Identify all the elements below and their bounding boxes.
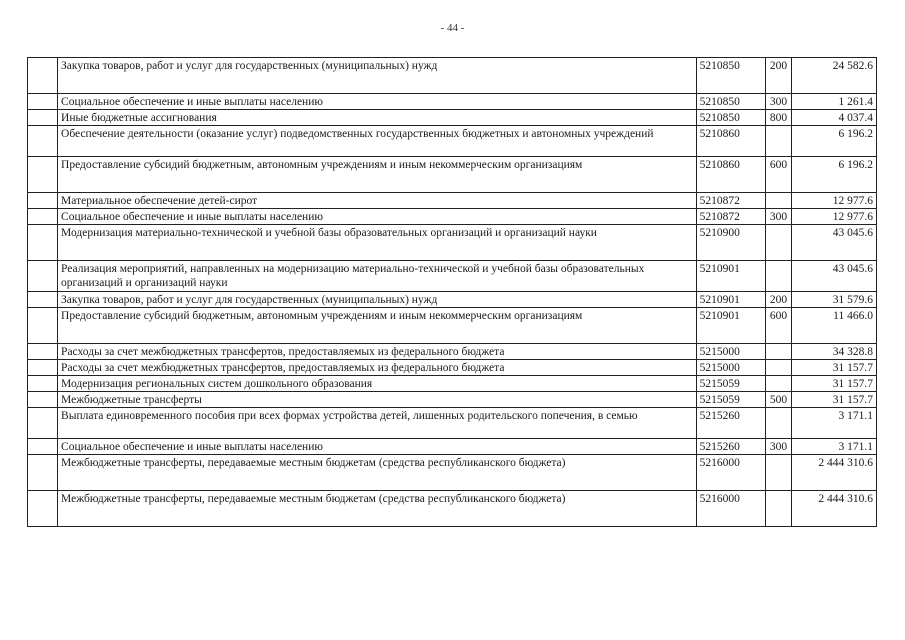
item-name-cell: Межбюджетные трансферты: [58, 392, 697, 408]
target-code-cell: 5210850: [696, 110, 765, 126]
item-name-cell: Модернизация региональных систем дошкольного образования: [58, 376, 697, 392]
amount-cell: 3 171.1: [791, 408, 876, 439]
expense-type-cell: [766, 376, 792, 392]
item-name-cell: Иные бюджетные ассигнования: [58, 110, 697, 126]
amount-cell: 2 444 310.6: [791, 491, 876, 527]
table-row: [28, 376, 877, 392]
amount-cell: 12 977.6: [791, 209, 876, 225]
target-code-cell: 5210901: [696, 308, 765, 344]
expense-type-cell: [766, 225, 792, 261]
table-row: [28, 392, 877, 408]
budget-table: [27, 57, 877, 527]
item-name-cell: Социальное обеспечение и иные выплаты населению: [58, 94, 697, 110]
expense-type-cell: [766, 455, 792, 491]
item-name-cell: Модернизация материально-технической и учебной базы образовательных организаций и организаций науки: [58, 225, 697, 261]
budget-table-body: [28, 58, 877, 527]
expense-type-cell: [766, 193, 792, 209]
item-name-cell: Предоставление субсидий бюджетным, автономным учреждениям и иным некоммерческим организациям: [58, 157, 697, 193]
amount-cell: 4 037.4: [791, 110, 876, 126]
expense-type-cell: [766, 126, 792, 157]
table-row: [28, 292, 877, 308]
target-code-cell: 5210860: [696, 157, 765, 193]
target-code-cell: 5210900: [696, 225, 765, 261]
page-number: - 44 -: [440, 22, 465, 34]
target-code-cell: 5215000: [696, 344, 765, 360]
amount-cell: 31 157.7: [791, 360, 876, 376]
table-row: [28, 439, 877, 455]
amount-cell: 12 977.6: [791, 193, 876, 209]
item-name-cell: Выплата единовременного пособия при всех формах устройства детей, лишенных родительского попечения, в семью: [58, 408, 697, 439]
item-name-cell: Расходы за счет межбюджетных трансфертов, предоставляемых из федерального бюджета: [58, 360, 697, 376]
row-marker-cell: [28, 491, 58, 527]
expense-type-cell: 500: [766, 392, 792, 408]
amount-cell: 6 196.2: [791, 157, 876, 193]
table-row: [28, 126, 877, 157]
target-code-cell: 5215260: [696, 408, 765, 439]
target-code-cell: 5215260: [696, 439, 765, 455]
table-row: [28, 209, 877, 225]
row-marker-cell: [28, 344, 58, 360]
expense-type-cell: [766, 491, 792, 527]
amount-cell: 31 157.7: [791, 376, 876, 392]
table-row: [28, 308, 877, 344]
expense-type-cell: 600: [766, 308, 792, 344]
table-row: [28, 261, 877, 292]
table-row: [28, 344, 877, 360]
amount-cell: 34 328.8: [791, 344, 876, 360]
item-name-cell: Межбюджетные трансферты, передаваемые местным бюджетам (средства республиканского бюджета): [58, 455, 697, 491]
row-marker-cell: [28, 392, 58, 408]
expense-type-cell: 800: [766, 110, 792, 126]
item-name-cell: Расходы за счет межбюджетных трансфертов, предоставляемых из федерального бюджета: [58, 344, 697, 360]
expense-type-cell: 200: [766, 58, 792, 94]
row-marker-cell: [28, 94, 58, 110]
amount-cell: 11 466.0: [791, 308, 876, 344]
amount-cell: 24 582.6: [791, 58, 876, 94]
expense-type-cell: [766, 360, 792, 376]
target-code-cell: 5215059: [696, 376, 765, 392]
item-name-cell: Закупка товаров, работ и услуг для государственных (муниципальных) нужд: [58, 292, 697, 308]
amount-cell: 2 444 310.6: [791, 455, 876, 491]
item-name-cell: Реализация мероприятий, направленных на модернизацию материально-технической и учебной базы образовательных организаций и организаций науки: [58, 261, 697, 292]
table-row: [28, 193, 877, 209]
row-marker-cell: [28, 225, 58, 261]
row-marker-cell: [28, 209, 58, 225]
table-row: [28, 157, 877, 193]
item-name-cell: Материальное обеспечение детей-сирот: [58, 193, 697, 209]
expense-type-cell: 300: [766, 209, 792, 225]
item-name-cell: Предоставление субсидий бюджетным, автономным учреждениям и иным некоммерческим организациям: [58, 308, 697, 344]
amount-cell: 43 045.6: [791, 261, 876, 292]
table-row: [28, 360, 877, 376]
target-code-cell: 5210872: [696, 209, 765, 225]
row-marker-cell: [28, 193, 58, 209]
expense-type-cell: 300: [766, 94, 792, 110]
table-row: [28, 225, 877, 261]
row-marker-cell: [28, 408, 58, 439]
item-name-cell: Обеспечение деятельности (оказание услуг) подведомственных государственных бюджетных и автономных учреждений: [58, 126, 697, 157]
item-name-cell: Социальное обеспечение и иные выплаты населению: [58, 209, 697, 225]
expense-type-cell: 600: [766, 157, 792, 193]
row-marker-cell: [28, 376, 58, 392]
row-marker-cell: [28, 455, 58, 491]
row-marker-cell: [28, 110, 58, 126]
target-code-cell: 5215059: [696, 392, 765, 408]
table-row: [28, 455, 877, 491]
target-code-cell: 5210850: [696, 94, 765, 110]
table-row: [28, 94, 877, 110]
table-row: [28, 491, 877, 527]
table-row: [28, 110, 877, 126]
table-row: [28, 58, 877, 94]
amount-cell: 31 579.6: [791, 292, 876, 308]
expense-type-cell: [766, 344, 792, 360]
target-code-cell: 5210860: [696, 126, 765, 157]
row-marker-cell: [28, 439, 58, 455]
target-code-cell: 5216000: [696, 491, 765, 527]
expense-type-cell: 200: [766, 292, 792, 308]
row-marker-cell: [28, 126, 58, 157]
amount-cell: 31 157.7: [791, 392, 876, 408]
amount-cell: 6 196.2: [791, 126, 876, 157]
row-marker-cell: [28, 261, 58, 292]
row-marker-cell: [28, 360, 58, 376]
target-code-cell: 5210872: [696, 193, 765, 209]
table-row: [28, 408, 877, 439]
item-name-cell: Межбюджетные трансферты, передаваемые местным бюджетам (средства республиканского бюджета): [58, 491, 697, 527]
expense-type-cell: [766, 261, 792, 292]
target-code-cell: 5210901: [696, 292, 765, 308]
row-marker-cell: [28, 292, 58, 308]
target-code-cell: 5210901: [696, 261, 765, 292]
amount-cell: 3 171.1: [791, 439, 876, 455]
row-marker-cell: [28, 157, 58, 193]
row-marker-cell: [28, 58, 58, 94]
row-marker-cell: [28, 308, 58, 344]
amount-cell: 43 045.6: [791, 225, 876, 261]
expense-type-cell: 300: [766, 439, 792, 455]
target-code-cell: 5215000: [696, 360, 765, 376]
target-code-cell: 5216000: [696, 455, 765, 491]
expense-type-cell: [766, 408, 792, 439]
item-name-cell: Закупка товаров, работ и услуг для государственных (муниципальных) нужд: [58, 58, 697, 94]
amount-cell: 1 261.4: [791, 94, 876, 110]
item-name-cell: Социальное обеспечение и иные выплаты населению: [58, 439, 697, 455]
target-code-cell: 5210850: [696, 58, 765, 94]
